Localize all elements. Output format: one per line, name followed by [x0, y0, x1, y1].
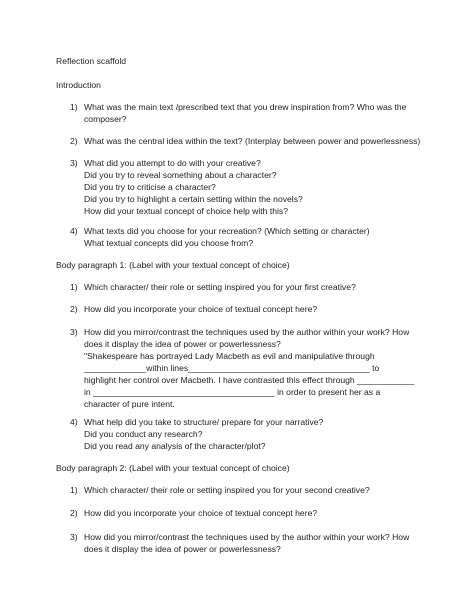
section-heading-body-paragraph-2: Body paragraph 2: (Label with your textual concept of choice)	[56, 463, 290, 473]
example-sentence-line: character of pure intent.	[84, 399, 175, 409]
question-line: does it display the idea of power or powerlessness?	[84, 544, 281, 554]
question-line: Which character/ their role or setting inspired you for your first creative?	[84, 282, 356, 292]
question-line: How did you incorporate your choice of textual concept here?	[84, 508, 318, 518]
example-sentence-line: _____________within lines______________________________________ to	[84, 363, 380, 373]
example-sentence-line: "Shakespeare has portrayed Lady Macbeth as evil and manipulative through	[84, 351, 375, 361]
question-number: 4)	[70, 226, 78, 236]
question-number: 1)	[70, 282, 78, 292]
question-line: Did you try to criticise a character?	[84, 182, 216, 192]
question-line: What texts did you choose for your recreation? (Which setting or character)	[84, 226, 370, 236]
question-line: How did you incorporate your choice of textual concept here?	[84, 304, 318, 314]
question-line: How did you mirror/contrast the techniques used by the author within your work? How	[84, 532, 410, 542]
question-line: does it display the idea of power or powerlessness?	[84, 339, 281, 349]
question-line: What help did you take to structure/ prepare for your narrative?	[84, 417, 324, 427]
question-line: What did you attempt to do with your creative?	[84, 158, 261, 168]
question-number: 4)	[70, 417, 78, 427]
example-sentence-line: highlight her control over Macbeth. I have contrasted this effect through ____________	[84, 375, 415, 385]
question-line: Did you conduct any research?	[84, 429, 203, 439]
question-line: Did you read any analysis of the character/plot?	[84, 441, 266, 451]
question-number: 2)	[70, 136, 78, 146]
question-number: 1)	[70, 102, 78, 112]
question-line: What was the central idea within the text? (Interplay between power and powerlessness)	[84, 136, 421, 146]
question-number: 3)	[70, 532, 78, 542]
section-heading-introduction: Introduction	[56, 80, 101, 90]
section-heading-body-paragraph-1: Body paragraph 1: (Label with your textual concept of choice)	[56, 260, 290, 270]
question-number: 3)	[70, 327, 78, 337]
question-number: 2)	[70, 508, 78, 518]
question-line: Did you try to highlight a certain setting within the novels?	[84, 194, 303, 204]
question-line: composer?	[84, 114, 127, 124]
question-number: 3)	[70, 158, 78, 168]
question-line: Did you try to reveal something about a character?	[84, 170, 277, 180]
question-line: Which character/ their role or setting inspired you for your second creative?	[84, 485, 370, 495]
question-line: What was the main text /prescribed text that you drew inspiration from? Who was the	[84, 102, 407, 112]
question-number: 2)	[70, 304, 78, 314]
question-line: How did your textual concept of choice help with this?	[84, 206, 288, 216]
question-line: How did you mirror/contrast the techniques used by the author within your work? How	[84, 327, 410, 337]
question-number: 1)	[70, 485, 78, 495]
example-sentence-line: in ______________________________________ in order to present her as a	[84, 387, 381, 397]
document-title: Reflection scaffold	[56, 56, 127, 66]
question-line: What textual concepts did you choose from?	[84, 238, 254, 248]
